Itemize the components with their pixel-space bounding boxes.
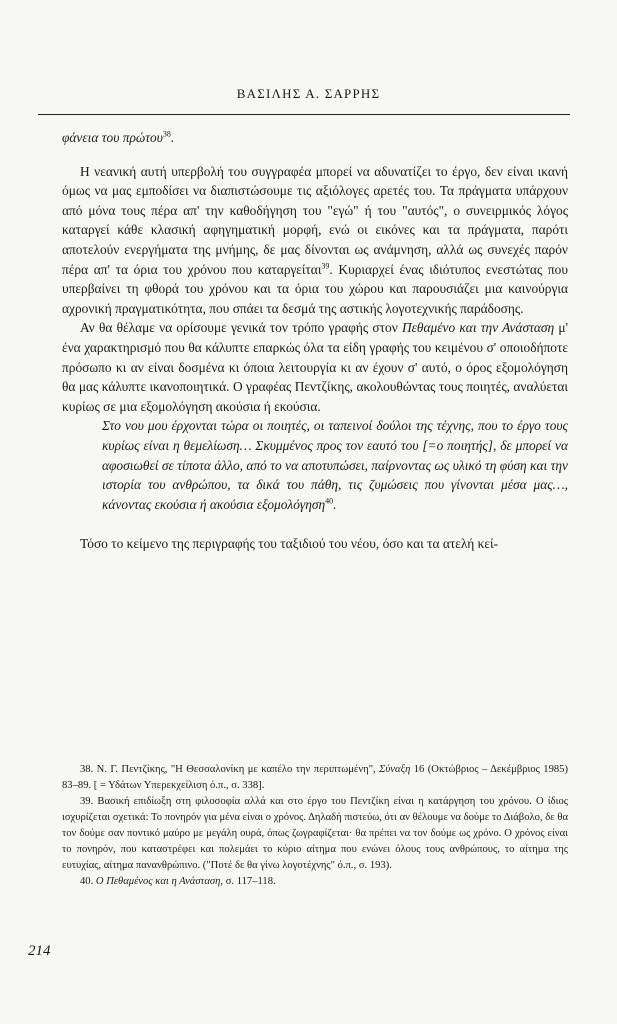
paragraph-1 — [62, 162, 568, 319]
footnote-38 — [62, 762, 568, 794]
running-head: ΒΑΣΙΛΗΣ Α. ΣΑΡΡΗΣ — [236, 86, 381, 101]
block-quote — [62, 416, 568, 514]
quote-text: Στο νου μου έρχονται τώρα οι ποιητές, οι ταπεινοί δούλοι της τέχνης, που το έργο τους κυρίως είναι η θεμελίωση… Σκυμμένος προς τον εαυτό του [=ο ποιητής], δε μπορεί να αφοσιωθεί σε τίποτα άλλο, από το να αποτυπώσει, παίρνοντας ως υλικό τη φύση και την ιστορία του ανθρώπου, τα δικά του πάθη, τις ζυμώσεις που γίνονται μέσα μας…, κάνοντας εκούσια ή ακούσια εξομολόγηση — [102, 418, 568, 512]
footnote-39 — [62, 794, 568, 874]
footnote-text-tail: , σ. 117–118. — [220, 876, 276, 887]
footnote-number: 39. — [80, 796, 94, 807]
footnote-text: Βασική επιδίωξη στη φιλοσοφία αλλά και στο έργο του Πεντζίκη είναι η κατάργηση του χρόνου. Ο ίδιος ισχυρίζεται σχετικά: Το πονηρόν για μένα είναι ο χρόνος. Δηλαδή πιστεύω, ότι αν θέλουμε να δούμε το Διάβολο, δε θα τον δούμε σαν ποντικό μαύρο με μεγάλη ουρά, όπως ζωγραφίζεται· θα πρέπει να τον δούμε ως χρόνο. Ο χρόνος είναι το πονηρόν, που καταστρέφει και πολεμάει το κύριο αίτημα που ενώνει όλους τους ανθρώπους, το αίτημα της ευτυχίας, αίτημα πανανθρώπινο. ("Ποτέ δε θα γίνω λογοτέχνης" ό.π., σ. 193). — [62, 796, 568, 871]
quote-tail: . — [333, 496, 337, 512]
main-text — [62, 128, 568, 554]
footnote-ref-40: 40 — [325, 496, 334, 506]
continued-tail: . — [170, 130, 175, 145]
paragraph-2-lead: Αν θα θέλαμε να ορίσουμε γενικά τον τρόπο γραφής στον — [80, 320, 402, 336]
footnote-40 — [62, 874, 568, 890]
footnote-number: 38. — [80, 764, 94, 775]
page-number: 214 — [28, 943, 51, 959]
paragraph-1-tail: . Κυριαρχεί ένας ιδιότυπος ενεστώτας που υπερβαίνει τη φθορά του χρόνου και τα όρια του χώρου και παρουσιάζει μια καινούργια αχρονική πραγματικότητα, που σπάει τα δεσμά της αστικής λογοτεχνικής παράδοσης. — [62, 261, 568, 316]
footnote-ref-38: 38 — [162, 129, 171, 139]
paragraph-3: Τόσο το κείμενο της περιγραφής του ταξιδιού του νέου, όσο και τα ατελή κεί- — [80, 536, 499, 552]
continued-text: φάνεια του πρώτου — [62, 130, 163, 145]
spacer — [62, 148, 568, 162]
footnote-text-tail: 16 (Οκτώβριος – Δεκέμβριος 1985) 83–89. [ = Υδάτων Υπερεκχείλιση ό.π., σ. 338]. — [62, 764, 568, 791]
footnote-italic: Σύναξη — [379, 764, 411, 775]
footnote-italic: Ο Πεθαμένος και η Ανάσταση — [95, 876, 221, 887]
paragraph-2-tail: μ' ένα χαρακτηρισμό που θα κάλυπτε επαρκώς όλα τα είδη γραφής του κειμένου σ' οποιοδήποτε πρόσωπο κι αν είναι δοσμένα κι όποια λειτουργία κι αν έχουν σ' αυτό, ο όρος εξομολόγηση θα μας κάλυπτε ικανοποιητικά. Ο γραφέας Πεντζίκης, ακολουθώντας τους ποιητές, αναλύεται κυρίως σε μια εξομολόγηση ακούσια ή εκούσια. — [62, 320, 568, 414]
continued-line — [62, 128, 568, 148]
paragraph-2 — [62, 318, 568, 416]
book-title: Πεθαμένο και την Ανάσταση — [401, 320, 555, 336]
footnotes — [62, 762, 568, 890]
footnote-number: 40. — [80, 876, 94, 887]
paragraph-1-text: Η νεανική αυτή υπερβολή του συγγραφέα μπορεί να αδυνατίζει το έργο, δεν είναι ικανή όμως να μας εμποδίσει να διαπιστώσουμε τις αξιόλογες αρετές του. Τα πράγματα υπάρχουν από μόνα τους πέρα απ' την καθοδήγηση του "εγώ" ή του "αυτός", ο συνειρμικός λόγος καταργεί κάθε κλασική αφηγηματική μορφή, ενώ οι εικόνες και τα πράγματα, παρότι αποτελούν ενεργήματα της μνήμης, δε μας δίνονται ως ανάμνηση, αλλά ως συνεχές παρόν πέρα απ' τα όρια του χρόνου που καταργείται — [62, 163, 568, 277]
footnote-text: Ν. Γ. Πεντζίκης, "Η Θεσσαλονίκη με καπέλο την περιπτωμένη", — [93, 764, 380, 775]
header-rule — [38, 114, 570, 115]
footnote-ref-39: 39 — [321, 261, 330, 271]
